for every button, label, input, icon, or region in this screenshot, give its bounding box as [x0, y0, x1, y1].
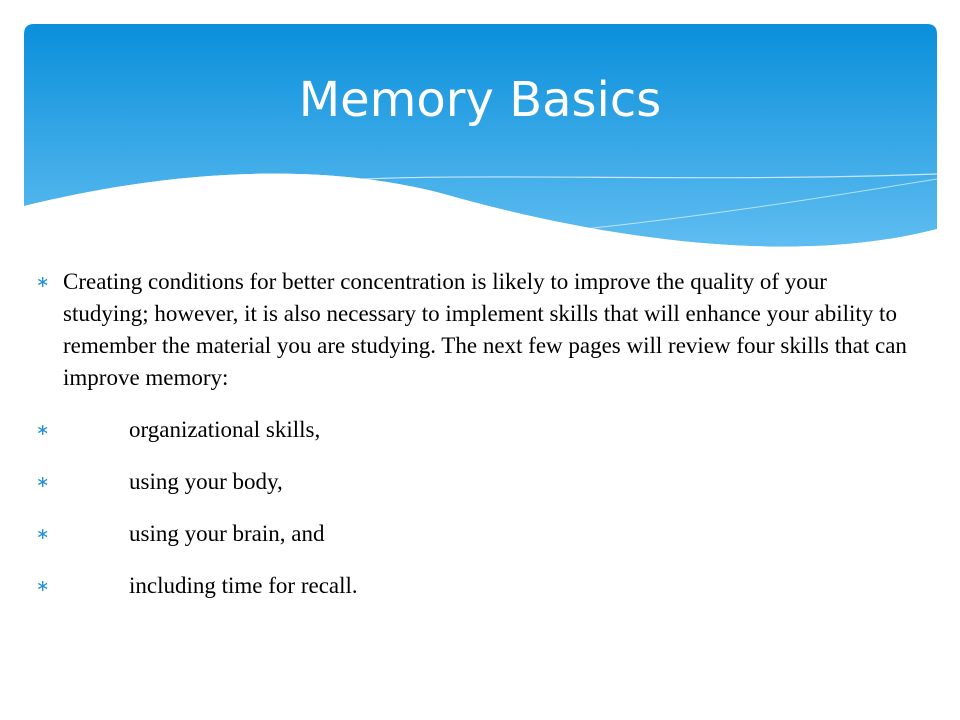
skill-text: using your body,: [129, 469, 283, 494]
header-wave-graphic: [24, 24, 937, 264]
asterisk-bullet-icon: ∗: [36, 472, 50, 491]
skill-text: using your brain, and: [129, 521, 325, 546]
intro-text: Creating conditions for better concentration is likely to improve the quality of your studying; however, it is also necessary to implement skills that will enhance your ability to remember the material you are studying. The next few pages will review four skills that can improve memory:: [63, 269, 907, 390]
bullet-list: [34, 266, 914, 622]
bullet-intro: [34, 266, 914, 394]
asterisk-bullet-icon: ∗: [36, 524, 50, 543]
bullet-skill: [34, 570, 914, 602]
asterisk-bullet-icon: ∗: [36, 272, 50, 291]
header-banner: [24, 24, 937, 264]
slide-title: Memory Basics: [298, 72, 662, 128]
asterisk-bullet-icon: ∗: [36, 420, 50, 439]
skill-text: organizational skills,: [129, 417, 321, 442]
asterisk-bullet-icon: ∗: [36, 576, 50, 595]
bullet-skill: [34, 414, 914, 446]
skill-text: including time for recall.: [129, 573, 358, 598]
bullet-skill: [34, 466, 914, 498]
bullet-skill: [34, 518, 914, 550]
